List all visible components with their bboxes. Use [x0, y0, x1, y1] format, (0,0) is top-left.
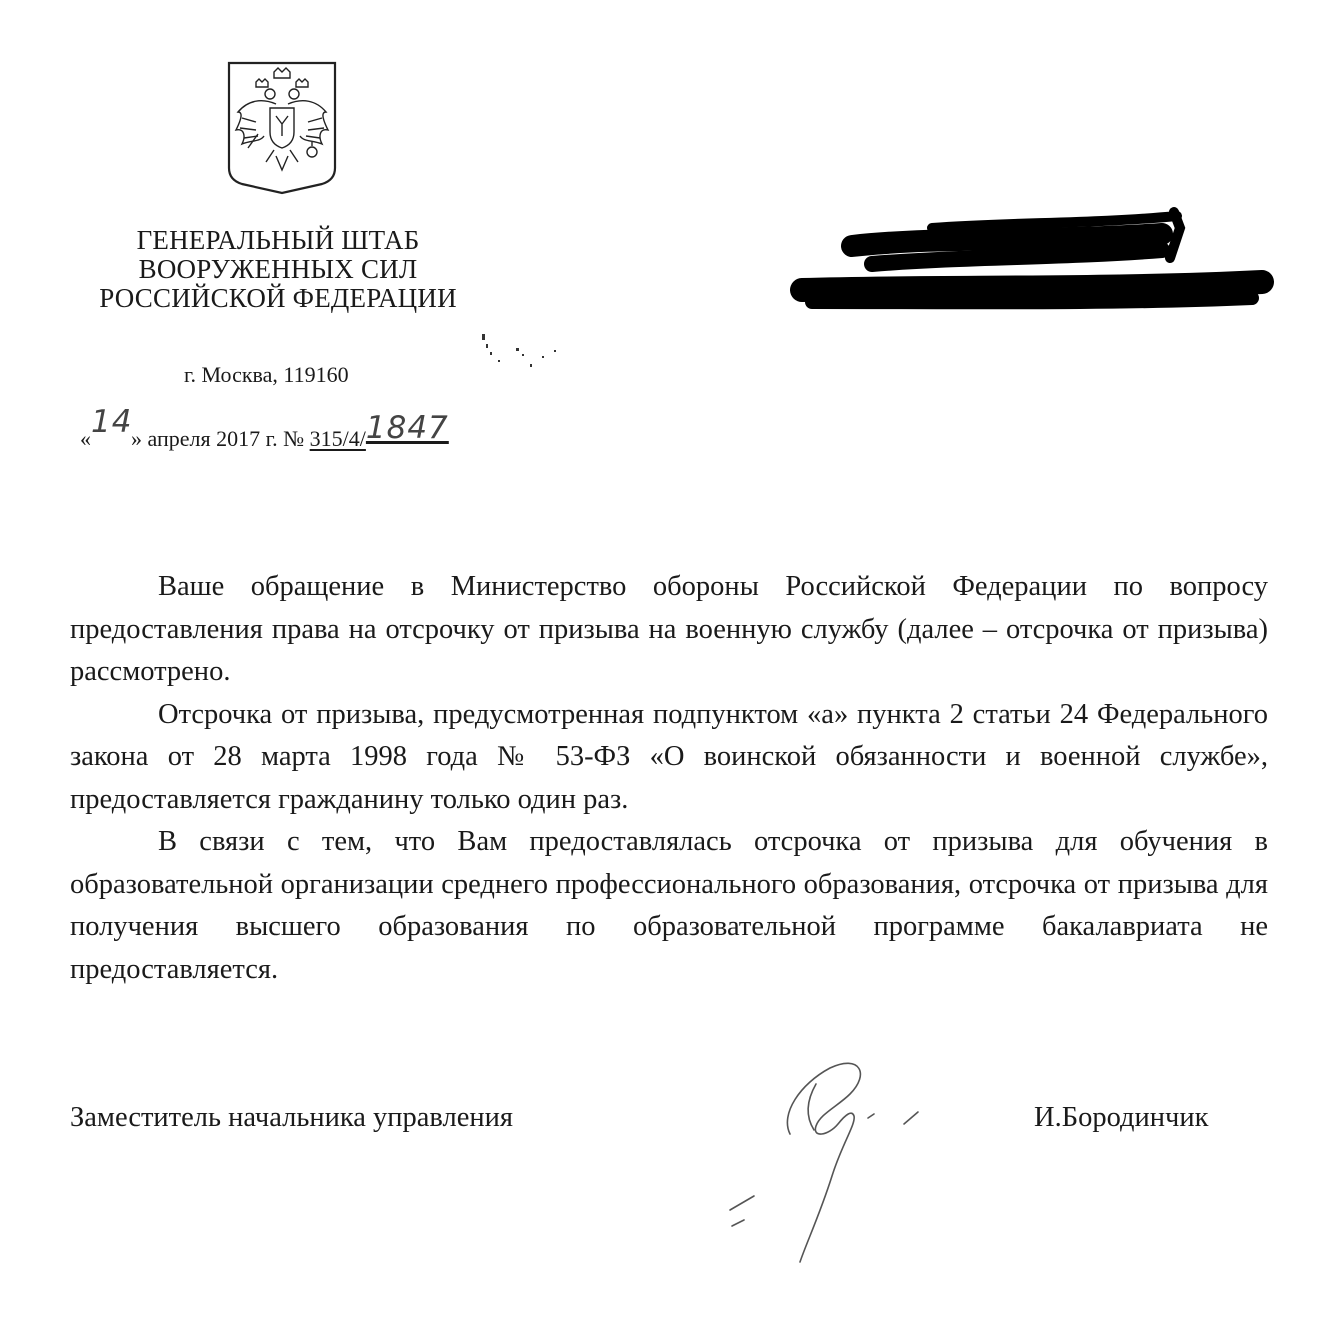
- org-line-3: РОССИЙСКОЙ ФЕДЕРАЦИИ: [99, 283, 457, 313]
- org-line-2: ВООРУЖЕННЫХ СИЛ: [138, 254, 418, 284]
- date-open-quote: «: [80, 426, 91, 451]
- redacted-addressee: [782, 206, 1278, 322]
- registration-number-handwritten: 1847: [365, 410, 449, 446]
- org-line-1: ГЕНЕРАЛЬНЫЙ ШТАБ: [136, 225, 420, 255]
- scan-specks: [470, 330, 580, 380]
- date-day-handwritten: 14: [91, 404, 133, 440]
- handwritten-signature: [720, 1044, 960, 1274]
- signatory-name: И.Бородинчик: [1034, 1102, 1209, 1133]
- body-paragraph-3: В связи с тем, что Вам предоставлялась отсрочка от призыва для обучения в образовательной организации среднего профессионального образования, отсрочка от призыва для получения высшего образования по образовательной программе бакалавриата не предоставляется.: [70, 826, 1268, 985]
- date-rest: » апреля 2017 г. №: [131, 426, 305, 451]
- city-address: г. Москва, 119160: [184, 362, 349, 387]
- body-paragraph-2: Отсрочка от призыва, предусмотренная подпунктом «а» пункта 2 статьи 24 Федерального закона от 28 марта 1998 года № 53-ФЗ «О воинской обязанности и военной службе», предоставляется гражданину только один раз.: [70, 698, 1268, 815]
- body-paragraph-1: Ваше обращение в Министерство обороны Российской Федерации по вопросу предоставления права на отсрочку от призыва на военную службу (далее – отсрочка от призыва) рассмотрено.: [70, 571, 1268, 687]
- registration-prefix: 315/4/: [309, 426, 366, 451]
- signatory-title: Заместитель начальника управления: [70, 1102, 514, 1133]
- organization-name: [60, 226, 496, 313]
- russian-coat-of-arms-icon: [226, 60, 338, 196]
- letter-body: [70, 566, 1268, 991]
- date-registration-line: [80, 404, 449, 451]
